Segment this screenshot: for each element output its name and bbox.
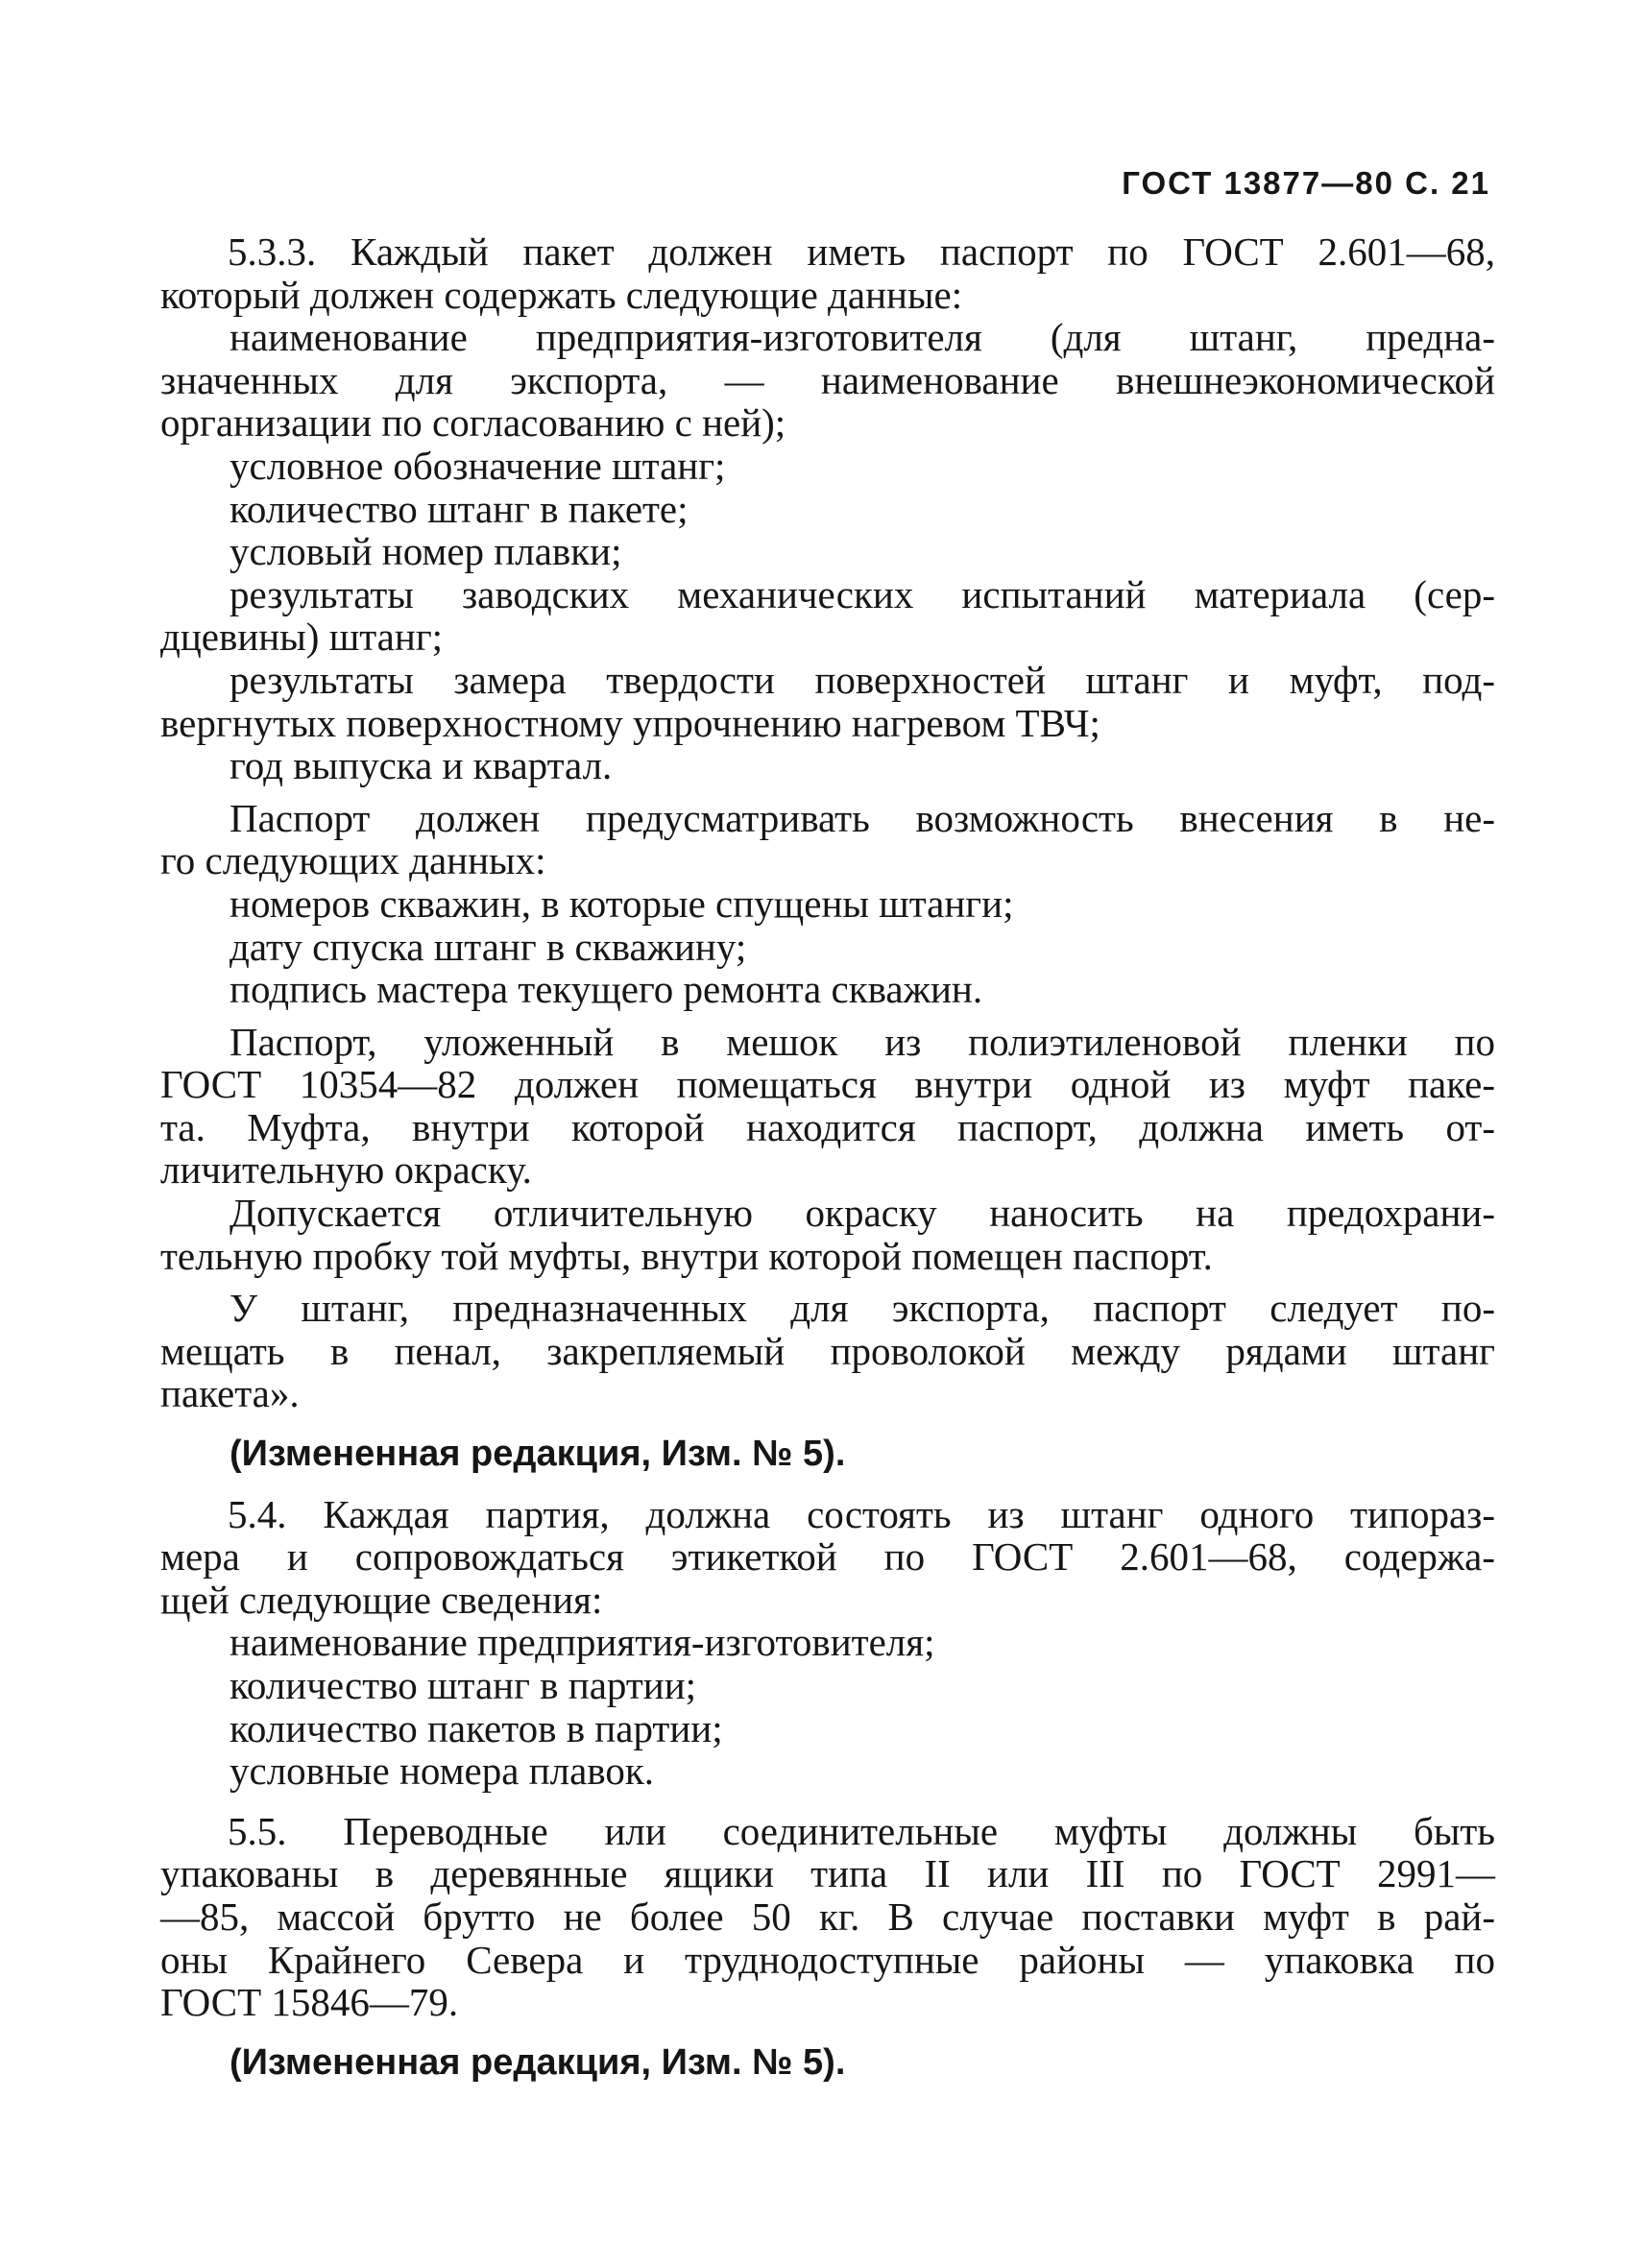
document-body bbox=[160, 230, 1495, 2084]
text-line: 5.4. Каждая партия, должна состоять из штанг одного типораз- bbox=[228, 1491, 1495, 1536]
text-line: ГОСТ 15846—79. bbox=[160, 1980, 459, 2025]
text-line: 5.3.3. Каждый пакет должен иметь паспорт по ГОСТ 2.601—68, bbox=[228, 229, 1495, 274]
text-line: У штанг, предназначенных для экспорта, паспорт следует по- bbox=[230, 1286, 1495, 1331]
text-line: который должен содержать следующие данные: bbox=[160, 272, 963, 317]
text-line: мера и сопровождаться этикеткой по ГОСТ 2.601—68, содержа- bbox=[160, 1534, 1495, 1580]
text-line: оны Крайнего Севера и труднодоступные районы — упаковка по bbox=[160, 1937, 1495, 1982]
text-line: организации по согласованию с ней); bbox=[160, 400, 786, 446]
text-line: вергнутых поверхностному упрочнению нагревом ТВЧ; bbox=[160, 700, 1100, 745]
text-line: щей следующие сведения: bbox=[160, 1577, 603, 1622]
text-line: упакованы в деревянные ящики типа II или III по ГОСТ 2991— bbox=[160, 1851, 1495, 1896]
text-line: подпись мастера текущего ремонта скважин. bbox=[230, 967, 983, 1012]
text-line: го следующих данных: bbox=[160, 838, 546, 883]
text-line: личительную окраску. bbox=[160, 1147, 532, 1193]
page-header: ГОСТ 13877—80 С. 21 bbox=[1122, 165, 1490, 201]
text-line: —85, массой брутто не более 50 кг. В случае поставки муфт в рай- bbox=[160, 1894, 1495, 1939]
text-line: результаты заводских механических испытаний материала (сер- bbox=[230, 571, 1495, 616]
text-line: условый номер плавки; bbox=[230, 529, 622, 574]
text-line: условное обозначение штанг; bbox=[230, 443, 726, 488]
text-line: ГОСТ 10354—82 должен помещаться внутри одной из муфт паке- bbox=[160, 1062, 1495, 1107]
amendment-note: (Измененная редакция, Изм. № 5). bbox=[230, 1434, 846, 1475]
text-line: Паспорт должен предусматривать возможность внесения в не- bbox=[230, 795, 1495, 840]
text-line: год выпуска и квартал. bbox=[230, 743, 613, 788]
text-line: тельную пробку той муфты, внутри которой помещен паспорт. bbox=[160, 1233, 1213, 1278]
text-line: дату спуска штанг в скважину; bbox=[230, 924, 747, 969]
text-line: значенных для экспорта, — наименование внешнеэкономической bbox=[160, 357, 1495, 402]
text-line: Паспорт, уложенный в мешок из полиэтиленовой пленки по bbox=[230, 1019, 1495, 1064]
text-line: мещать в пенал, закрепляемый проволокой между рядами штанг bbox=[160, 1328, 1495, 1373]
text-line: наименование предприятия-изготовителя; bbox=[230, 1620, 935, 1665]
text-line: дцевины) штанг; bbox=[160, 615, 444, 660]
text-line: Допускается отличительную окраску наносить на предохрани- bbox=[230, 1191, 1495, 1236]
text-line: 5.5. Переводные или соединительные муфты должны быть bbox=[228, 1808, 1495, 1853]
text-line: количество штанг в пакете; bbox=[230, 486, 689, 531]
amendment-note: (Измененная редакция, Изм. № 5). bbox=[230, 2041, 846, 2083]
text-line: наименование предприятия-изготовителя (для штанг, предна- bbox=[230, 315, 1495, 360]
text-line: количество пакетов в партии; bbox=[230, 1705, 723, 1750]
text-line: номеров скважин, в которые спущены штанги; bbox=[230, 881, 1014, 926]
text-line: пакета». bbox=[160, 1371, 300, 1416]
text-line: условные номера плавок. bbox=[230, 1749, 655, 1794]
text-line: результаты замера твердости поверхностей штанг и муфт, под- bbox=[230, 657, 1495, 702]
text-line: количество штанг в партии; bbox=[230, 1663, 697, 1707]
text-line: та. Муфта, внутри которой находится паспорт, должна иметь от- bbox=[160, 1104, 1495, 1149]
